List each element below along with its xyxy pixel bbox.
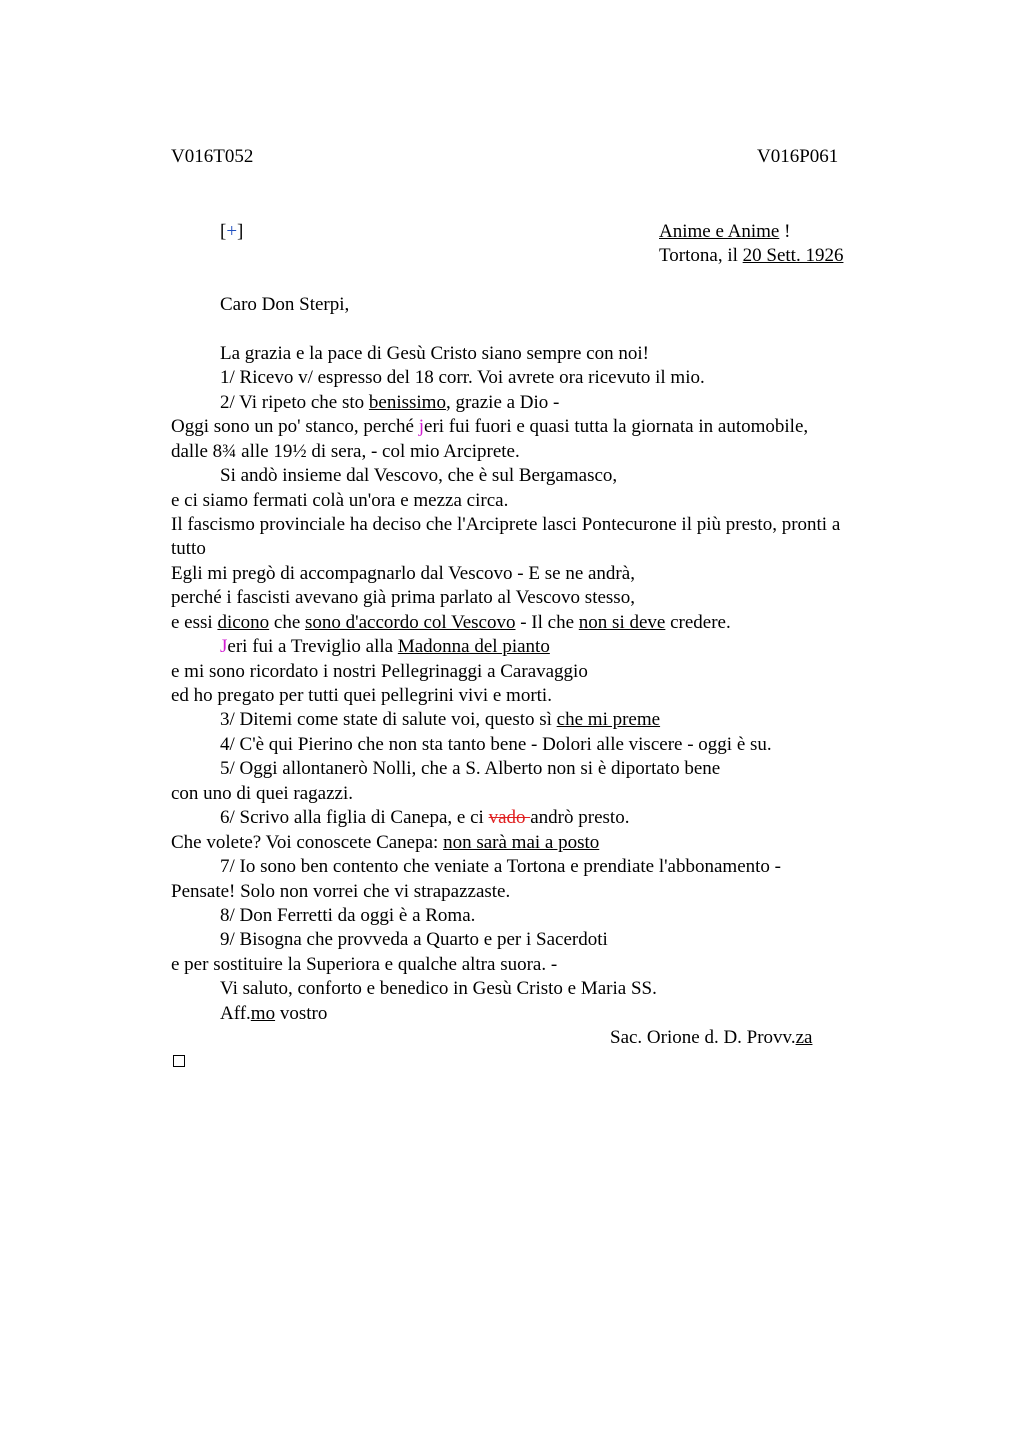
body-line-8: Il fascismo provinciale ha deciso che l'Arciprete lasci Pontecurone il più presto, pronti a (171, 514, 841, 535)
text-run: Aff. (220, 1003, 251, 1024)
underlined-text: non sarà mai a posto (443, 832, 600, 853)
text-run: che (269, 612, 306, 633)
body-line-7: e ci siamo fermati colà un'ora e mezza circa. (171, 490, 509, 511)
body-line-1: La grazia e la pace di Gesù Cristo siano sempre con noi! (220, 343, 649, 364)
text-run: , grazie a Dio - (445, 392, 560, 413)
text-run: e essi (171, 612, 218, 633)
body-line-3 (220, 392, 559, 414)
motto-text: Anime e Anime (659, 221, 780, 242)
underlined-text: che mi preme (556, 709, 661, 730)
body-line-13 (220, 636, 550, 658)
date: 20 Sett. 1926 (742, 245, 844, 266)
body-line-25: 9/ Bisogna che provveda a Quarto e per i Sacerdoti (220, 929, 608, 950)
place: Tortona, il (659, 245, 743, 266)
body-line-27: Vi saluto, conforto e benedico in Gesù Cristo e Maria SS. (220, 978, 657, 999)
underlined-text: benissimo (368, 392, 446, 413)
underlined-text: dicono (217, 612, 270, 633)
body-line-12 (171, 612, 731, 634)
body-line-23: Pensate! Solo non vorrei che vi strapazzaste. (171, 881, 511, 902)
text-run: eri fui fuori e quasi tutta la giornata in automobile, (424, 416, 809, 437)
highlighted-letter: J (220, 636, 228, 657)
salutation: Caro Don Sterpi, (220, 294, 350, 315)
underlined-text: sono d'accordo col Vescovo (305, 612, 516, 633)
cross-icon: + (226, 221, 238, 242)
body-line-19: con uno di quei ragazzi. (171, 783, 354, 804)
text-run: 2/ Vi ripeto che sto (220, 392, 369, 413)
body-line-22: 7/ Io sono ben contento che veniate a Tortona e prendiate l'abbonamento - (220, 856, 781, 877)
body-line-24: 8/ Don Ferretti da oggi è a Roma. (220, 905, 476, 926)
body-line-15: ed ho pregato per tutti quei pellegrini vivi e morti. (171, 685, 552, 706)
document-code-left: V016T052 (171, 146, 254, 167)
body-line-4 (171, 416, 808, 438)
underlined-text: mo (250, 1003, 276, 1024)
place-date (659, 245, 843, 267)
end-box-icon (173, 1055, 185, 1067)
signature-name: Sac. Orione d. D. Provv. (610, 1027, 796, 1048)
body-line-21 (171, 832, 599, 854)
signature (610, 1027, 812, 1049)
body-line-6: Si andò insieme dal Vescovo, che è sul Bergamasco, (220, 465, 618, 486)
text-run: - Il che (515, 612, 579, 633)
body-line-14: e mi sono ricordato i nostri Pellegrinaggi a Caravaggio (171, 661, 588, 682)
text-run: Che volete? Voi conoscete Canepa: (171, 832, 444, 853)
closing (220, 1003, 327, 1025)
body-line-5: dalle 8¾ alle 19½ di sera, - col mio Arciprete. (171, 441, 520, 462)
body-line-26: e per sostituire la Superiora e qualche altra suora. - (171, 954, 558, 975)
text-run: Oggi sono un po' stanco, perché (171, 416, 419, 437)
document-code-right: V016P061 (757, 146, 839, 167)
body-line-2: 1/ Ricevo v/ espresso del 18 corr. Voi avrete ora ricevuto il mio. (220, 367, 705, 388)
highlighted-letter: j (418, 416, 425, 437)
body-line-11: perché i fascisti avevano già prima parlato al Vescovo stesso, (171, 587, 635, 608)
struck-text: vado (488, 807, 531, 828)
text-run: andrò presto. (530, 807, 630, 828)
underlined-text: Madonna del pianto (397, 636, 550, 657)
cross-mark (220, 221, 243, 243)
body-line-10: Egli mi pregò di accompagnarlo dal Vescovo - E se ne andrà, (171, 563, 635, 584)
signature-suffix: za (795, 1027, 813, 1048)
text-run: eri fui a Treviglio alla (227, 636, 398, 657)
text-run: 3/ Ditemi come state di salute voi, questo sì (220, 709, 557, 730)
cross-close: ] (237, 221, 244, 242)
body-line-9: tutto (171, 538, 206, 559)
text-run: 6/ Scrivo alla figlia di Canepa, e ci (220, 807, 489, 828)
body-line-18: 5/ Oggi allontanerò Nolli, che a S. Alberto non si è diportato bene (220, 758, 721, 779)
motto (659, 221, 790, 243)
body-line-17: 4/ C'è qui Pierino che non sta tanto bene - Dolori alle viscere - oggi è su. (220, 734, 772, 755)
cross-open: [ (220, 221, 227, 242)
body-line-20 (220, 807, 629, 829)
underlined-text: non si deve (578, 612, 666, 633)
body-line-16 (220, 709, 660, 731)
motto-excl: ! (779, 221, 791, 242)
text-run: credere. (665, 612, 731, 633)
text-run: vostro (275, 1003, 328, 1024)
